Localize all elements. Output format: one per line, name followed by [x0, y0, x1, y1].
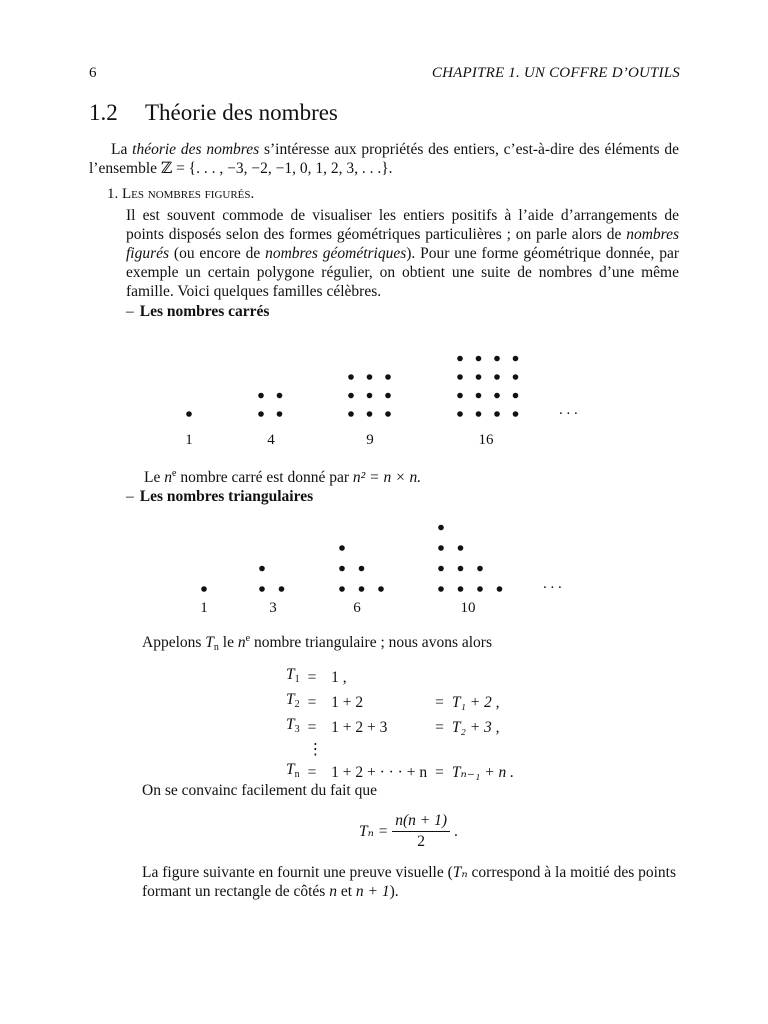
- formula-end: .: [454, 822, 458, 840]
- superscript: e: [245, 633, 251, 644]
- mid: 1 + 2: [331, 693, 364, 711]
- triangles-heading-text: Les nombres triangulaires: [139, 488, 314, 505]
- triangle-dot: [438, 525, 444, 531]
- triangle-dot: [339, 586, 345, 592]
- var-n: n: [164, 469, 172, 486]
- rhs: T₂ + 3 ,: [451, 718, 500, 736]
- var-n: n: [237, 634, 246, 651]
- square-dot: [385, 393, 391, 399]
- final-paragraph: [142, 863, 679, 901]
- item-term: nombres figurés: [126, 226, 679, 262]
- square-dot: [494, 411, 500, 417]
- subscript: 2: [294, 699, 300, 710]
- dash: –: [126, 488, 134, 505]
- triangle-dot: [339, 545, 345, 551]
- item-text: ). Pour une forme géométrique donnée, par exemple un certain polygone régulier, on obtient une suite de nombres d’une même famille. Voici quelques familles célèbres.: [126, 245, 679, 300]
- item-term: nombres géométriques: [265, 245, 407, 262]
- formula-lhs: Tₙ =: [359, 823, 389, 840]
- text: Appelons: [142, 634, 206, 651]
- square-dot: [513, 374, 519, 380]
- text: nombre carré est donné par: [176, 469, 353, 486]
- subscript: 1: [294, 674, 300, 685]
- intro-text: La: [111, 141, 133, 158]
- triangle-dot: [438, 545, 444, 551]
- item-text: Il est souvent commode de visualiser les entiers positifs à l’aide d’arrangements de points disposés selon des formes géométriques particulières ; on parle alors de: [126, 207, 679, 243]
- equation-row-vdots: [282, 740, 518, 760]
- triangles-heading: [126, 488, 313, 506]
- mid: 1 + 2 + · · · + n: [331, 763, 428, 781]
- text: le: [218, 634, 238, 651]
- square-dot: [258, 411, 264, 417]
- square-dot: [367, 393, 373, 399]
- superscript: e: [171, 468, 177, 479]
- square-dot: [348, 411, 354, 417]
- triangular-formula: [359, 812, 458, 851]
- equation-row: [282, 715, 518, 740]
- lhs: [282, 715, 304, 740]
- square-dot: [348, 374, 354, 380]
- item-title: Les nombres figurés.: [122, 186, 255, 202]
- square-formula: n² = n × n.: [352, 469, 422, 486]
- square-dot: [367, 374, 373, 380]
- fraction: [392, 812, 450, 851]
- rhs: Tₙ₋₁ + n .: [451, 763, 515, 781]
- square-dot: [513, 393, 519, 399]
- var-T: T: [286, 666, 295, 683]
- square-dot: [513, 356, 519, 362]
- squares-ellipsis: . . .: [559, 402, 578, 418]
- square-label: 16: [478, 432, 494, 448]
- square-dot: [476, 356, 482, 362]
- numerator: n(n + 1): [392, 812, 450, 832]
- equation-array: [282, 665, 518, 785]
- triangle-dot: [259, 566, 265, 572]
- square-dot: [457, 374, 463, 380]
- text: correspond à la moitié des points formant un rectangle de côtés: [142, 864, 676, 900]
- intro-term: théorie des nombres: [132, 141, 260, 158]
- section-number: 1.2: [89, 100, 118, 125]
- squares-heading-text: Les nombres carrés: [139, 303, 270, 320]
- triangle-dot: [378, 586, 384, 592]
- triangle-dot: [438, 586, 444, 592]
- square-dot: [186, 411, 192, 417]
- lhs: [282, 690, 304, 715]
- triangle-dot: [458, 545, 464, 551]
- subscript: n: [294, 769, 300, 780]
- var-T: T: [205, 634, 214, 651]
- rhs: [448, 740, 518, 760]
- square-label: 4: [267, 432, 275, 448]
- triangle-dot: [458, 586, 464, 592]
- triangles-sentence: [142, 634, 492, 653]
- square-dot: [494, 393, 500, 399]
- text: ).: [389, 883, 399, 900]
- square-dot: [367, 411, 373, 417]
- vdots: ⋮: [307, 741, 324, 758]
- triangle-label: 10: [460, 600, 476, 616]
- square-dot: [476, 393, 482, 399]
- triangle-dot: [279, 586, 285, 592]
- subscript: n: [213, 642, 219, 653]
- triangle-dot: [438, 566, 444, 572]
- triangle-dot: [477, 566, 483, 572]
- var-T: T: [286, 761, 295, 778]
- triangles-ellipsis: . . .: [543, 576, 562, 592]
- eq-sign: =: [435, 718, 444, 736]
- eq-sign: =: [307, 718, 317, 736]
- square-dot: [385, 411, 391, 417]
- eq-sign: =: [307, 668, 317, 686]
- item-marker: 1.: [107, 186, 119, 202]
- square-dot: [258, 393, 264, 399]
- square-dot: [513, 411, 519, 417]
- equation-row: [282, 665, 518, 690]
- triangle-dot: [359, 566, 365, 572]
- triangle-dot: [359, 586, 365, 592]
- intro-text-end: s’intéresse aux propriétés des entiers, c’est-à-dire des éléments de l’ensemble ℤ = {. . . , −3, −2, −1, 0, 1, 2, 3, . . .}.: [89, 141, 679, 177]
- subscript: 3: [294, 724, 300, 735]
- square-dot: [476, 374, 482, 380]
- mid: 1 ,: [331, 668, 347, 686]
- triangle-dot: [339, 566, 345, 572]
- rhs: T₁ + 2 ,: [451, 693, 500, 711]
- triangle-dot: [458, 566, 464, 572]
- square-dot: [494, 374, 500, 380]
- square-dot: [277, 393, 283, 399]
- lhs: [282, 740, 304, 760]
- triangle-dot: [477, 586, 483, 592]
- lhs: [282, 665, 304, 690]
- eq-sign: =: [435, 763, 444, 781]
- eq-sign: [431, 740, 448, 760]
- eq-sign: =: [307, 763, 317, 781]
- square-dot: [457, 411, 463, 417]
- text: et: [336, 883, 356, 900]
- text: La figure suivante en fournit une preuve visuelle (: [142, 864, 453, 881]
- eq-sign: [431, 665, 448, 690]
- triangle-dot: [497, 586, 503, 592]
- eq-sign: =: [307, 693, 317, 711]
- var-T: T: [286, 691, 295, 708]
- denominator: 2: [417, 833, 426, 850]
- square-dot: [348, 393, 354, 399]
- square-dot: [476, 411, 482, 417]
- text: Le: [144, 469, 165, 486]
- square-dot: [494, 356, 500, 362]
- square-dot: [277, 411, 283, 417]
- var-T: T: [286, 716, 295, 733]
- mid: [327, 740, 431, 760]
- square-dot: [385, 374, 391, 380]
- triangle-label: 3: [269, 600, 277, 616]
- var-n: n: [329, 883, 337, 900]
- squares-sentence: [144, 469, 421, 487]
- text: nombre triangulaire ; nous avons alors: [250, 634, 492, 651]
- section-title-text: Théorie des nombres: [145, 100, 338, 125]
- square-dot: [457, 356, 463, 362]
- item-text: (ou encore de: [169, 245, 266, 262]
- square-label: 9: [366, 432, 374, 448]
- convince-sentence: On se convainc facilement du fait que: [142, 782, 377, 799]
- triangle-dot: [201, 586, 207, 592]
- running-head: CHAPITRE 1. UN COFFRE D’OUTILS: [431, 65, 680, 81]
- var-Tn: Tₙ: [452, 864, 468, 881]
- page-number: 6: [89, 65, 97, 81]
- mid: 1 + 2 + 3: [331, 718, 388, 736]
- dash: –: [126, 303, 134, 320]
- square-dot: [457, 393, 463, 399]
- rhs: [448, 665, 518, 690]
- eq-sign: =: [435, 693, 444, 711]
- triangle-label: 1: [200, 600, 208, 616]
- var-n-plus-1: n + 1: [355, 883, 390, 900]
- triangle-dot: [259, 586, 265, 592]
- equation-row: [282, 690, 518, 715]
- triangle-label: 6: [353, 600, 361, 616]
- square-label: 1: [185, 432, 193, 448]
